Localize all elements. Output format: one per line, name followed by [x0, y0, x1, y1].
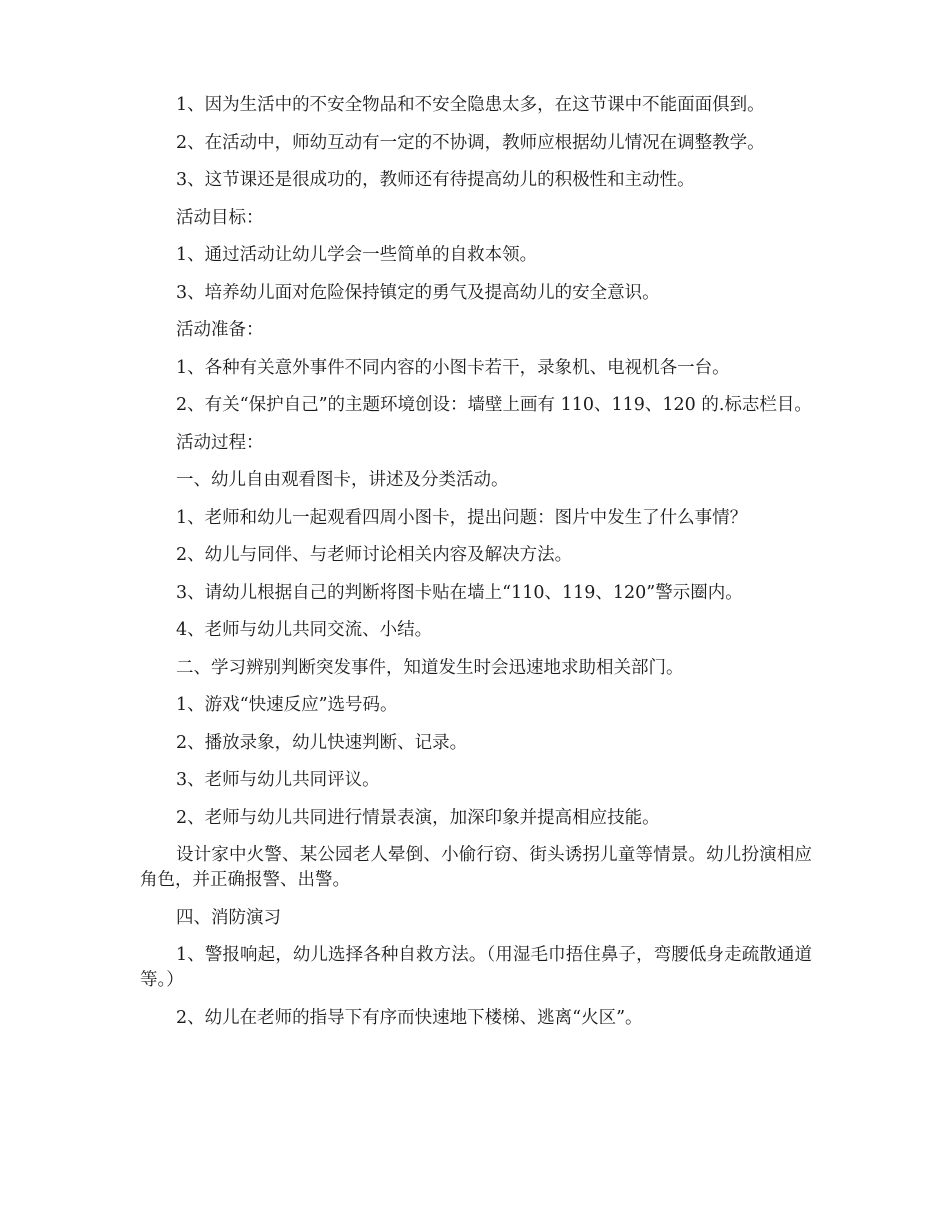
- document-body: [140, 93, 812, 1043]
- paragraph: 3、这节课还是很成功的，教师还有待提高幼儿的积极性和主动性。: [176, 170, 695, 190]
- paragraph: 2、在活动中，师幼互动有一定的不协调，教师应根据幼儿情况在调整教学。: [176, 132, 765, 153]
- section-heading: 活动准备：: [176, 320, 264, 340]
- paragraph: 2、播放录象，幼儿快速判断、记录。: [176, 732, 468, 753]
- paragraph: 1、因为生活中的不安全物品和不安全隐患太多，在这节课中不能面面俱到。: [176, 95, 765, 115]
- paragraph: 1、老师和幼儿一起观看四周小图卡，提出问题：图片中发生了什么事情？: [176, 507, 748, 528]
- paragraph: 2、幼儿在老师的指导下有序而快速地下楼梯、逃离“火区”。: [176, 1007, 643, 1028]
- paragraph: 3、老师与幼儿共同评议。: [176, 770, 380, 790]
- paragraph: 1、游戏“快速反应”选号码。: [176, 695, 398, 715]
- paragraph: 2、老师与幼儿共同进行情景表演，加深印象并提高相应技能。: [176, 807, 660, 828]
- paragraph: 2、幼儿与同伴、与老师讨论相关内容及解决方法。: [176, 545, 573, 565]
- paragraph: 二、学习辨别判断突发事件，知道发生时会迅速地求助相关部门。: [176, 657, 684, 678]
- paragraph: 2、有关“保护自己”的主题环境创设：墙壁上画有 110、119、120 的.标志栏目。: [176, 395, 812, 415]
- section-heading: 活动过程：: [176, 432, 264, 453]
- paragraph: 1、各种有关意外事件不同内容的小图卡若干，录象机、电视机各一台。: [176, 357, 730, 378]
- paragraph: 四、消防演习: [176, 907, 281, 928]
- paragraph: 设计家中火警、某公园老人晕倒、小偷行窃、街头诱拐儿童等情景。幼儿扮演相应角色，并正确报警、出警。: [140, 845, 812, 890]
- paragraph: 4、老师与幼儿共同交流、小结。: [176, 620, 433, 640]
- paragraph: 1、警报响起，幼儿选择各种自救方法。（用湿毛巾捂住鼻子，弯腰低身走疏散通道等。）: [140, 945, 812, 990]
- paragraph: 一、幼儿自由观看图卡，讲述及分类活动。: [176, 470, 509, 490]
- paragraph: 3、培养幼儿面对危险保持镇定的勇气及提高幼儿的安全意识。: [176, 282, 660, 303]
- paragraph: 1、通过活动让幼儿学会一些简单的自救本领。: [176, 245, 538, 265]
- paragraph: 3、请幼儿根据自己的判断将图卡贴在墙上“110、119、120”警示圈内。: [176, 582, 743, 603]
- section-heading: 活动目标：: [176, 207, 264, 228]
